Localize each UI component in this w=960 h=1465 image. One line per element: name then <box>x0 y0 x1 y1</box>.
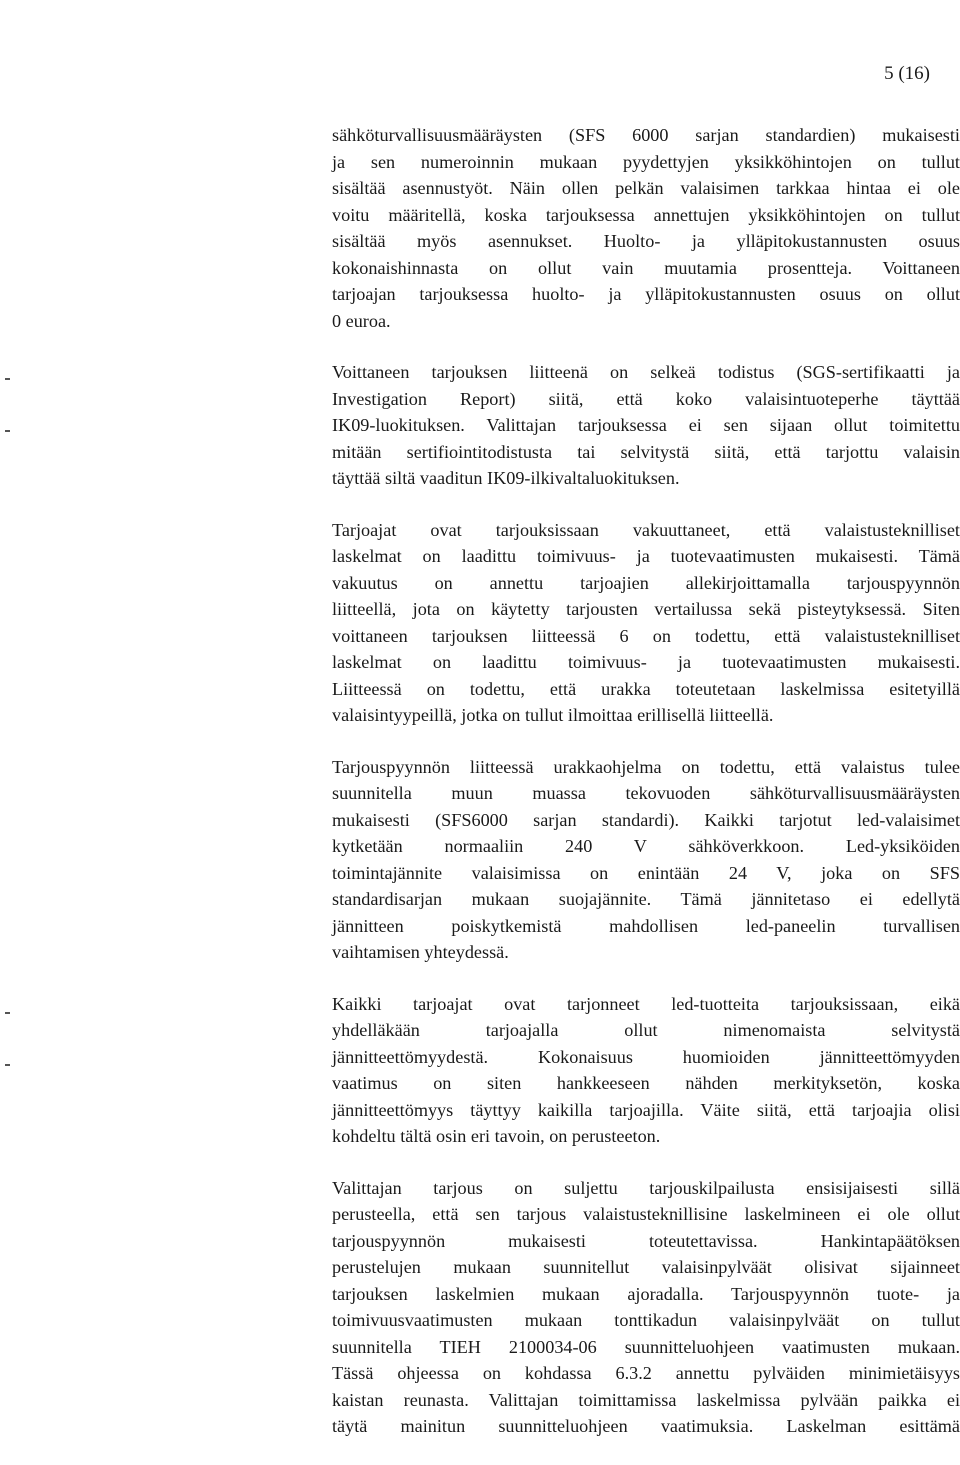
text-line: 0 euroa. <box>332 310 391 331</box>
text-line: Kaikki tarjoajat ovat tarjonneet led-tuotteita tarjouksissaan, eikä <box>332 993 960 1014</box>
scan-mark <box>5 430 10 432</box>
paragraph <box>332 991 960 1150</box>
text-line: laskelmat on laadittu toimivuus- ja tuotevaatimusten mukaisesti. <box>332 652 960 672</box>
text-line: perusteella, että sen tarjous valaistusteknillisine laskelmineen ei ole ollut <box>332 1204 960 1224</box>
paragraph <box>332 1175 960 1440</box>
text-line: vaatimus on siten hankkeeseen nähden merkityksetön, koska <box>332 1073 960 1093</box>
text-line: IK09-luokituksen. Valittajan tarjouksessa ei sen sijaan ollut toimitettu <box>332 415 960 435</box>
text-line: Tarjoajat ovat tarjouksissaan vakuuttaneet, että valaistusteknilliset <box>332 519 960 540</box>
text-line: Tässä ohjeessa on kohdassa 6.3.2 annettu pylväiden minimietäisyys <box>332 1363 960 1383</box>
paragraph <box>332 517 960 729</box>
text-line: Voittaneen tarjouksen liitteenä on selkeä todistus (SGS-sertifikaatti ja <box>332 362 960 382</box>
text-line: tarjouksen laskelmien mukaan ajoradalla. Tarjouspyynnön tuote- ja <box>332 1283 960 1304</box>
text-line: täyttää siltä vaaditun IK09-ilkivaltaluokituksen. <box>332 468 680 488</box>
text-line: yhdelläkään tarjoajalla ollut nimenomaista selvitystä <box>332 1020 960 1040</box>
scan-mark <box>5 1012 10 1014</box>
text-line: jännitteettömyydestä. Kokonaisuus huomioiden jännitteettömyyden <box>332 1046 960 1067</box>
scan-mark <box>5 378 10 380</box>
text-line: vakuutus on annettu tarjoajien allekirjoittamalla tarjouspyynnön <box>332 572 960 593</box>
text-line: sähköturvallisuusmääräysten (SFS 6000 sarjan standardien) mukaisesti <box>332 125 960 145</box>
text-line: kokonaishinnasta on ollut vain muutamia prosentteja. Voittaneen <box>332 257 960 278</box>
text-line: mukaisesti (SFS6000 sarjan standardi). Kaikki tarjotut led-valaisimet <box>332 809 960 830</box>
text-line: kytketään normaaliin 240 V sähköverkkoon. Led-yksiköiden <box>332 836 960 856</box>
text-line: jännitteen poiskytkemistä mahdollisen led-paneelin turvallisen <box>332 915 960 936</box>
text-line: tarjoajan tarjouksessa huolto- ja ylläpitokustannusten osuus on ollut <box>332 284 960 304</box>
scan-mark <box>5 1064 10 1066</box>
text-line: suunnitella TIEH 2100034-06 suunnitteluohjeen vaatimusten mukaan. <box>332 1336 960 1357</box>
text-line: Liitteessä on todettu, että urakka toteutetaan laskelmissa esitetyillä <box>332 678 960 699</box>
text-line: kaistan reunasta. Valittajan toimittamissa laskelmissa pylvään paikka ei <box>332 1389 960 1410</box>
text-line: suunnitella muun muassa tekovuoden sähköturvallisuusmääräysten <box>332 783 960 803</box>
text-line: perustelujen mukaan suunnitellut valaisinpylväät olisivat sijainneet <box>332 1257 960 1277</box>
text-line: liitteellä, jota on käytetty tarjousten vertailussa sekä pisteytyksessä. Siten <box>332 599 960 619</box>
text-line: voitu määritellä, koska tarjouksessa annettujen yksikköhintojen on tullut <box>332 204 960 225</box>
document-body <box>332 122 960 1465</box>
text-line: toimintajännite valaisimissa on enintään 24 V, joka on SFS <box>332 862 960 883</box>
text-line: valaisintyypeillä, jotka on tullut ilmoittaa erillisellä liitteellä. <box>332 705 774 725</box>
paragraph <box>332 359 960 492</box>
paragraph <box>332 122 960 334</box>
text-line: laskelmat on laadittu toimivuus- ja tuotevaatimusten mukaisesti. Tämä <box>332 546 960 566</box>
paragraph <box>332 754 960 966</box>
text-line: toimivuusvaatimusten mukaan tonttikadun valaisinpylväät on tullut <box>332 1310 960 1330</box>
text-line: Tarjouspyynnön liitteessä urakkaohjelma on todettu, että valaistus tulee <box>332 756 960 777</box>
text-line: Investigation Report) siitä, että koko valaisintuoteperhe täyttää <box>332 388 960 409</box>
text-line: Valittajan tarjous on suljettu tarjouskilpailusta ensisijaisesti sillä <box>332 1177 960 1198</box>
text-line: standardisarjan mukaan suojajännite. Tämä jännitetaso ei edellytä <box>332 889 960 909</box>
text-line: jännitteettömyys täyttyy kaikilla tarjoajilla. Väite siitä, että tarjoajia olisi <box>332 1099 960 1120</box>
text-line: täytä mainitun suunnitteluohjeen vaatimuksia. Laskelman esittämä <box>332 1416 960 1436</box>
text-line: sisältää myös asennukset. Huolto- ja ylläpitokustannusten osuus <box>332 231 960 251</box>
text-line: kohdeltu tältä osin eri tavoin, on perusteeton. <box>332 1126 661 1146</box>
text-line: vaihtamisen yhteydessä. <box>332 942 509 962</box>
text-line: mitään sertifiointitodistusta tai selvitystä siitä, että tarjottu valaisin <box>332 441 960 462</box>
text-line: sisältää asennustyöt. Näin ollen pelkän valaisimen tarkkaa hintaa ei ole <box>332 178 960 198</box>
page-number: 5 (16) <box>884 63 930 84</box>
text-line: voittaneen tarjouksen liitteessä 6 on todettu, että valaistusteknilliset <box>332 625 960 646</box>
text-line: tarjouspyynnön mukaisesti toteutettavissa. Hankintapäätöksen <box>332 1230 960 1251</box>
text-line: ja sen numeroinnin mukaan pyydettyjen yksikköhintojen on tullut <box>332 151 960 172</box>
